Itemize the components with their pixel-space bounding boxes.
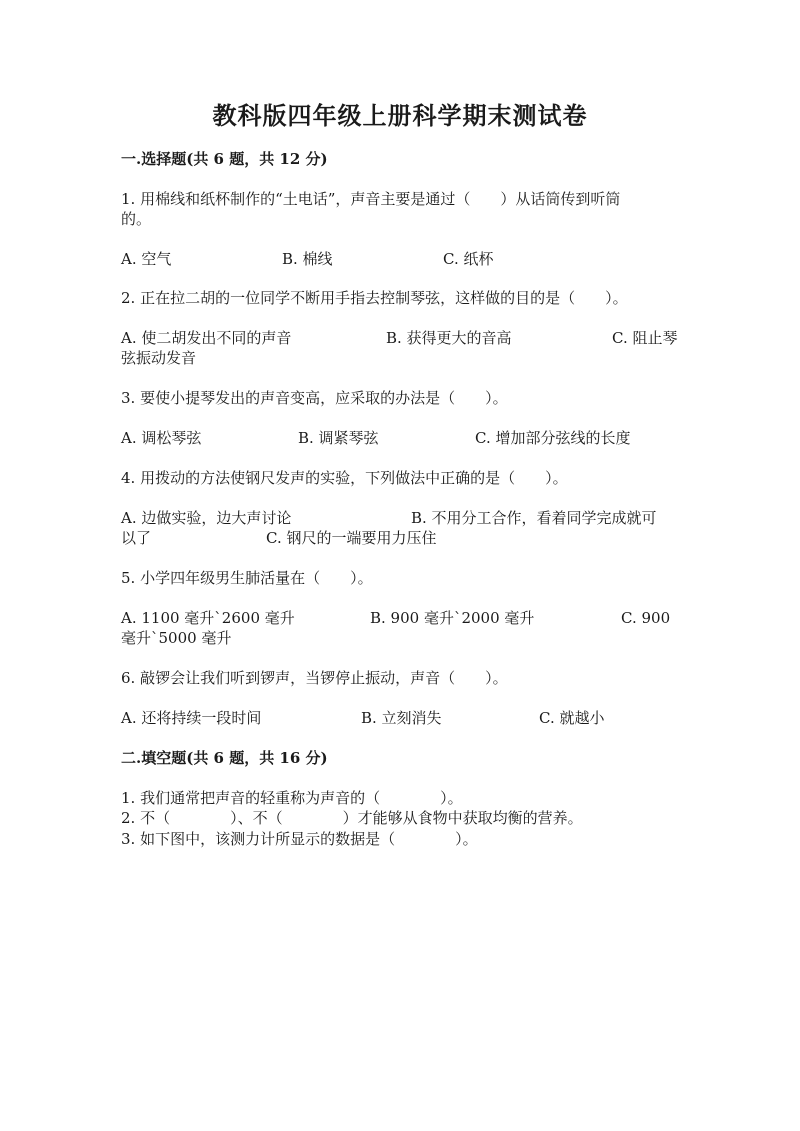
question-4-option-a: A. 边做实验，边大声讨论 (121, 509, 292, 527)
question-3-option-a: A. 调松琴弦 (121, 429, 202, 447)
question-3-option-b: B. 调紧琴弦 (298, 429, 379, 447)
question-5-option-c: C. 900 (621, 609, 671, 627)
question-3-option-c: C. 增加部分弦线的长度 (475, 429, 631, 447)
question-1-option-c: C. 纸杯 (443, 250, 494, 268)
question-1-option-a: A. 空气 (121, 250, 172, 268)
question-6-line-1: 6. 敲锣会让我们听到锣声，当锣停止振动，声音（ ）。 (121, 669, 508, 687)
question-4-option-b: B. 不用分工合作，看着同学完成就可 (411, 509, 657, 527)
fill-question-2: 2. 不（ ）、不（ ）才能够从食物中获取均衡的营养。 (121, 809, 583, 827)
question-2-option-b: B. 获得更大的音高 (386, 329, 512, 347)
question-2-option-c-cont: 弦振动发音 (121, 349, 197, 367)
question-5-line-1: 5. 小学四年级男生肺活量在（ ）。 (121, 569, 373, 587)
question-4-option-c: C. 钢尺的一端要用力压住 (266, 529, 437, 547)
question-5-option-a: A. 1100 毫升`2600 毫升 (121, 609, 295, 627)
question-6-option-a: A. 还将持续一段时间 (121, 709, 262, 727)
question-4-option-b-cont: 以了 (121, 529, 152, 547)
question-4-line-1: 4. 用拨动的方法使钢尺发声的实验，下列做法中正确的是（ ）。 (121, 469, 568, 487)
section-2-heading: 二.填空题(共 6 题，共 16 分) (121, 749, 328, 767)
question-1-line-1: 1. 用棉线和纸杯制作的“土电话”，声音主要是通过（ ）从话筒传到听筒 (121, 190, 621, 208)
question-2-line-1: 2. 正在拉二胡的一位同学不断用手指去控制琴弦，这样做的目的是（ ）。 (121, 289, 628, 307)
question-6-option-c: C. 就越小 (539, 709, 605, 727)
fill-question-1: 1. 我们通常把声音的轻重称为声音的（ ）。 (121, 789, 463, 807)
question-3-line-1: 3. 要使小提琴发出的声音变高，应采取的办法是（ ）。 (121, 389, 508, 407)
question-2-option-c: C. 阻止琴 (612, 329, 678, 347)
section-1-heading: 一.选择题(共 6 题，共 12 分) (121, 150, 328, 168)
question-1-line-2: 的。 (121, 210, 152, 228)
fill-question-3: 3. 如下图中，该测力计所显示的数据是（ ）。 (121, 830, 478, 848)
question-6-option-b: B. 立刻消失 (361, 709, 442, 727)
question-1-option-b: B. 棉线 (282, 250, 333, 268)
question-2-option-a: A. 使二胡发出不同的声音 (121, 329, 292, 347)
question-5-option-b: B. 900 毫升`2000 毫升 (370, 609, 535, 627)
question-5-option-c-cont: 毫升`5000 毫升 (121, 629, 232, 647)
exam-title: 教科版四年级上册科学期末测试卷 (212, 101, 588, 130)
